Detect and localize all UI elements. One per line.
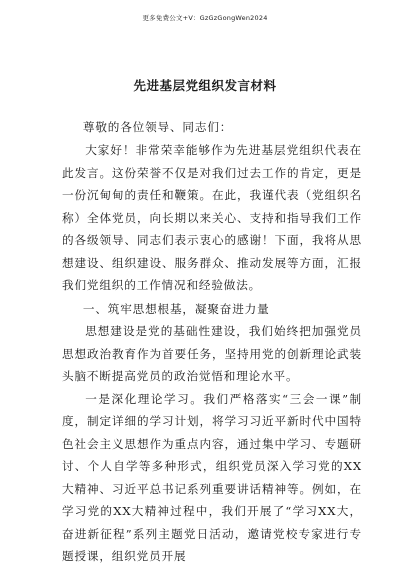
- document-title: 先进基层党组织发言材料: [133, 78, 277, 93]
- section-heading: 一、筑牢思想根基，凝聚奋进力量: [82, 301, 270, 316]
- section-paragraph: 一是深化理论学习。我们严格落实“三会一课”制度，制定详细的学习计划，将学习习近平新时代中国特色社会主义思想作为重点内容，通过集中学习、专题研讨、个人自学等多种形式，组织党员深入学习党的XX大精神、习近平总书记系列重要讲话精神等。例如，在学习党的XX大精神过程中，我们开展了“学习XX大，奋进新征程”系列主题党日活动，邀请党校专家进行专题授课，组织党员开展: [62, 391, 362, 563]
- section-paragraph: 思想建设是党的基础性建设，我们始终把加强党员思想政治教育作为首要任务，坚持用党的创新理论武装头脑不断提高党员的政治觉悟和理论水平。: [62, 324, 362, 383]
- document-body: [62, 116, 362, 568]
- salutation: 尊敬的各位领导、同志们：: [82, 120, 233, 134]
- header-note: 更多免费公文+V：GzGzGongWen2024: [142, 14, 268, 22]
- intro-paragraph: 大家好！非常荣幸能够作为先进基层党组织代表在此发言。这份荣誉不仅是对我们过去工作的肯定，更是一份沉甸甸的责任和鞭策。在此，我谨代表（党组织名称）全体党员，向长期以来关心、支持和指导我们工作的各级领导、同志们表示衷心的感谢！下面，我将从思想建设、组织建设、服务群众、推动发展等方面，汇报我们党组织的工作情况和经验做法。: [62, 143, 362, 292]
